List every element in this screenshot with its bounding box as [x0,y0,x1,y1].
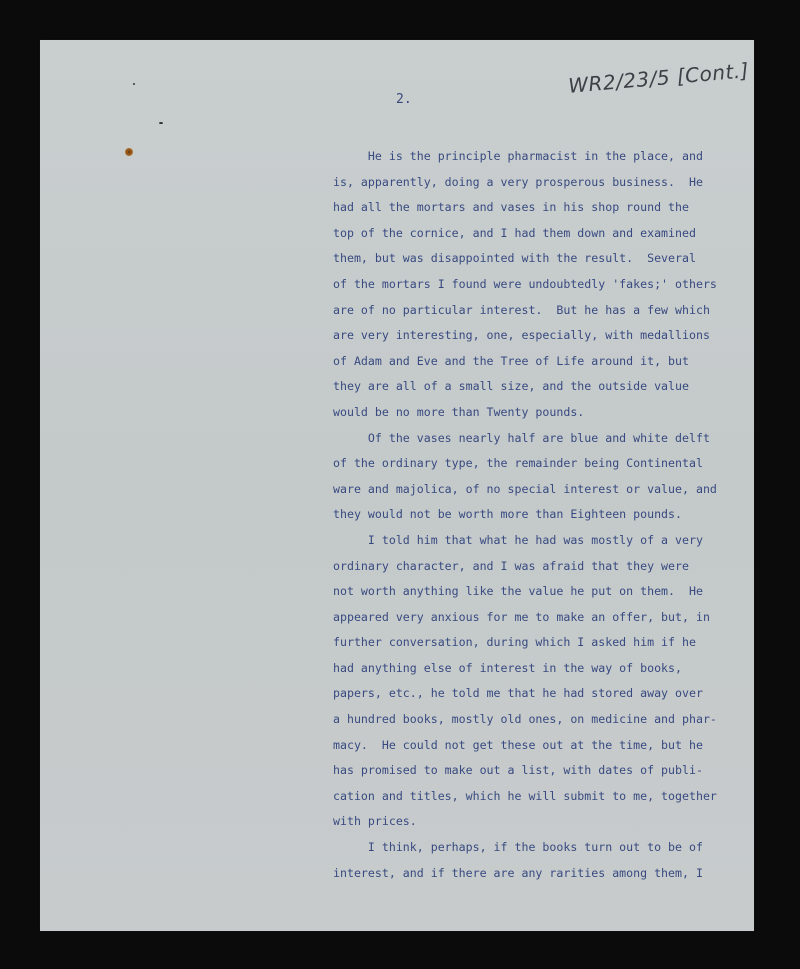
text-line: Of the vases nearly half are blue and white delft [333,430,710,445]
text-line: He is the principle pharmacist in the place, and [333,149,703,163]
text-line: not worth anything like the value he put on them. He [333,584,703,599]
text-line: are of no particular interest. But he has a few which [333,302,710,317]
text-line: appeared very anxious for me to make an offer, but, in [333,609,710,624]
rust-stain [125,148,133,156]
text-line: had all the mortars and vases in his shop round the [333,200,689,215]
text-line: I told him that what he had was mostly of a very [333,532,703,547]
text-line: with prices. [333,814,417,829]
text-line: them, but was disappointed with the result. Several [333,251,696,266]
document-page [40,40,754,931]
text-line: cation and titles, which he will submit to me, together [333,788,717,803]
text-line: macy. He could not get these out at the time, but he [333,737,703,752]
text-line: further conversation, during which I asked him if he [333,635,696,650]
text-line: is, apparently, doing a very prosperous business. He [333,174,703,189]
text-line: papers, etc., he told me that he had stored away over [333,686,703,701]
ink-speck [133,83,135,85]
text-line: ware and majolica, of no special interest or value, and [333,481,717,496]
ink-speck [159,122,163,124]
archive-reference: WR2/23/5 [Cont.] [567,58,750,98]
text-line: a hundred books, mostly old ones, on medicine and phar- [333,712,717,727]
text-line: had anything else of interest in the way of books, [333,660,683,675]
text-line: would be no more than Twenty pounds. [333,404,585,419]
text-line: are very interesting, one, especially, with medallions [333,328,710,343]
text-line: interest, and if there are any rarities among them, I [333,865,703,880]
text-line: has promised to make out a list, with dates of publi- [333,763,703,778]
text-line: they would not be worth more than Eighteen pounds. [333,507,683,522]
text-line: I think, perhaps, if the books turn out to be of [333,840,703,855]
letter-body [333,144,753,886]
text-line: of the ordinary type, the remainder being Continental [333,456,703,471]
text-line: of Adam and Eve and the Tree of Life around it, but [333,353,689,368]
text-line: top of the cornice, and I had them down and examined [333,225,696,240]
text-line: of the mortars I found were undoubtedly 'fakes;' others [333,276,717,291]
page-number: 2. [396,92,412,107]
text-line: they are all of a small size, and the outside value [333,379,689,394]
text-line: ordinary character, and I was afraid that they were [333,558,689,573]
